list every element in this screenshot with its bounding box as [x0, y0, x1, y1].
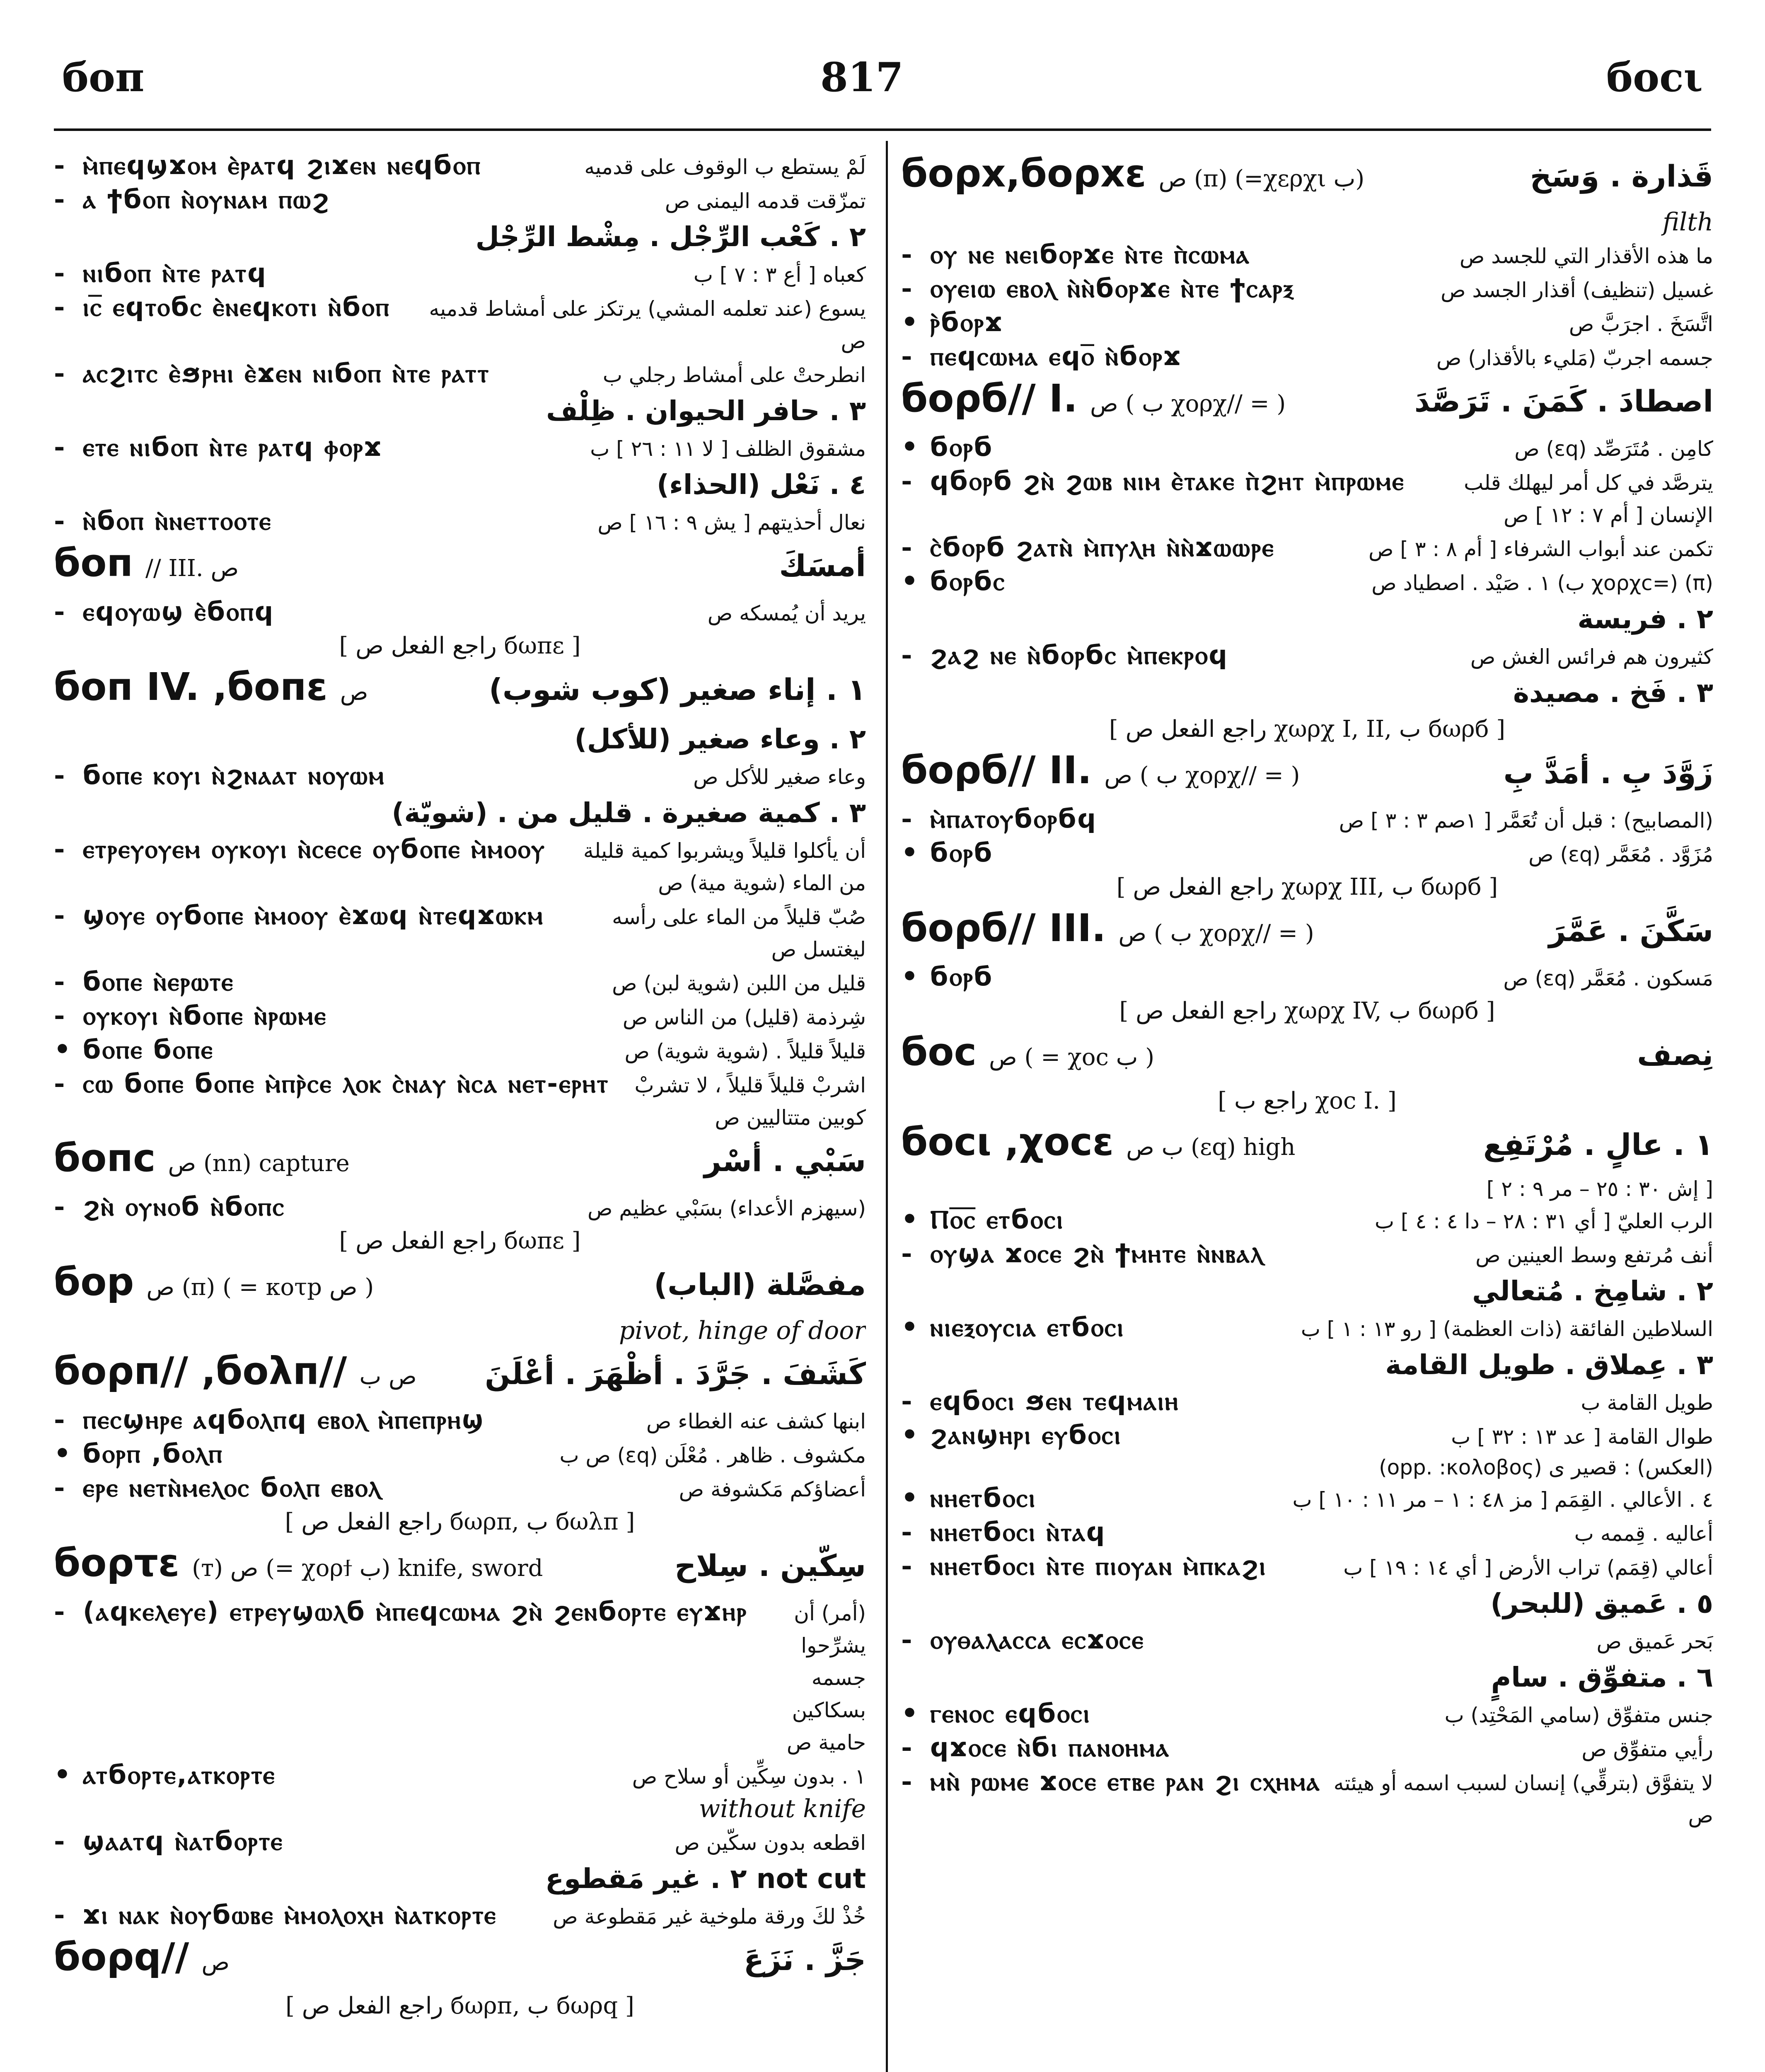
coptic-text: ⲁⲧбⲟⲣⲧⲉ,ⲁⲧⲕⲟⲣⲧⲉ: [83, 1760, 276, 1790]
arabic-translation: رأيي متفوِّق ص: [1581, 1737, 1713, 1761]
coptic-text: ⲁⲥϩⲓⲧⲥ ⲉ̀ϧⲣⲏⲓ ⲉ̀ϫⲉⲛ ⲛⲓбⲟⲡ ⲛ̀ⲧⲉ ⲣⲁⲧⲧ: [83, 358, 490, 388]
coptic-text: ⲣ̀бⲟⲣϫ: [930, 307, 1003, 337]
example-line: [901, 803, 1713, 837]
headword-entry: [901, 1118, 1713, 1172]
example-line: [901, 1516, 1713, 1550]
example-line: [901, 1385, 1713, 1419]
grammar-marks: ص ( ب χορχ// = ): [1104, 762, 1300, 789]
cross-reference: [ راجع الفعل ص бωπε ]: [339, 1227, 581, 1254]
coptic-text: бⲟⲡⲉ ⲕⲟⲩⲓ ⲛ̀ϩⲛⲁⲁⲧ ⲛⲟⲩⲱⲙ: [83, 760, 385, 790]
page-number: 817: [820, 54, 904, 101]
example-line: [901, 837, 1713, 871]
example-line: [901, 1697, 1713, 1731]
example-line: [54, 1404, 866, 1438]
arabic-translation: أن يأكلوا قليلاً ويشربوا كمية قليلة من الماء (شوية مية) ص: [583, 839, 866, 895]
example-line: [901, 1550, 1713, 1584]
arabic-translation: يترصَّد في كل أمر ليهلك قلب الإنسان [ أم ٧ : ١٢ ] ص: [1464, 471, 1713, 527]
headword-entry: [54, 663, 866, 717]
arabic-translation: (π) (=χορχс ب) ١ . صَيْد . اصطياد ص: [1371, 571, 1713, 595]
example-line: [54, 1595, 866, 1759]
headword-entry: [54, 1933, 866, 1987]
example-marker: -: [901, 1238, 912, 1269]
cross-reference: [ راجع الفعل ص бωρп, ب бωρq ]: [285, 1992, 634, 2019]
example-marker: •: [901, 837, 918, 868]
example-marker: -: [901, 1766, 912, 1797]
headword: бορб// III.: [901, 906, 1106, 950]
arabic-translation: مكشوف . ظاهر . مُعْلَن (εq) ص ب: [559, 1443, 866, 1467]
arabic-translation: طوال القامة [ عد ١٣ : ٣٢ ] ب: [1451, 1425, 1713, 1449]
example-marker: -: [54, 291, 65, 322]
example-line: [901, 1237, 1713, 1271]
arabic-translation: أعاليه . قِممه ب: [1574, 1522, 1713, 1546]
headword: бορq//: [54, 1935, 189, 1979]
headword-translation: قَذارة . وَسَخ: [1530, 159, 1713, 194]
headword: бορб// II.: [901, 748, 1092, 792]
arabic-translation: تمزّقت قدمه اليمنى ص: [665, 189, 866, 213]
arabic-translation: صُبّ قليلاً من الماء على رأسه ليغتسل ص: [612, 905, 866, 961]
grammar-marks: ص: [201, 1949, 230, 1976]
grammar-marks: ص ( ب χορχ// = ): [1090, 390, 1286, 417]
headword-translation: ١ . إناء صغير (كوب شوب): [488, 672, 866, 707]
cross-reference: [ راجع ب χοс I. ]: [1218, 1087, 1397, 1114]
example-marker: -: [901, 1516, 912, 1547]
example-line: [54, 966, 866, 1000]
example-line: [901, 1203, 1713, 1237]
example-marker: •: [54, 1034, 71, 1065]
headword-entry: [901, 746, 1713, 800]
example-line: [54, 1899, 866, 1933]
example-marker: •: [901, 1482, 918, 1513]
example-marker: -: [901, 465, 912, 496]
arabic-translation: بَحر عَميق ص: [1596, 1629, 1713, 1653]
coptic-text: ⲟⲩϣⲁ ϫⲟⲥⲉ ϩⲛ̀ ϯⲙⲏⲧⲉ ⲛ̀ⲛⲃⲁⲗ: [930, 1238, 1264, 1268]
coptic-text: ⲛⲏⲉⲧбⲟⲥⲓ ⲛ̀ⲧⲉ ⲡⲓⲟⲩⲁⲛ ⲙ̀ⲡⲕⲁϩⲓ: [930, 1551, 1267, 1581]
example-line: [901, 465, 1713, 531]
example-marker: -: [901, 239, 912, 270]
grammar-marks: ص (nn) capture: [168, 1150, 350, 1177]
example-line: [54, 149, 866, 183]
coptic-text: ⲉⲧⲉ ⲛⲓбⲟⲡ ⲛ̀ⲧⲉ ⲣⲁⲧϥ ⲫⲟⲣϫ: [83, 432, 383, 462]
sense-heading: ٦ . متفوِّق . سامٍ: [1491, 1661, 1713, 1693]
example-marker: -: [54, 1899, 65, 1930]
example-line: [54, 1825, 866, 1859]
arabic-translation: قليل من اللبن (شوية لبن) ص: [612, 971, 866, 995]
headword: бοсι ,χοсε: [901, 1120, 1114, 1164]
example-marker: •: [901, 307, 918, 338]
headword-translation: كَشَفَ . جَرَّدَ . أظْهَرَ . أعْلَنَ: [485, 1356, 866, 1391]
example-marker: -: [901, 273, 912, 304]
arabic-translation: أعضاؤكم مَكشوفة ص: [679, 1477, 866, 1501]
arabic-translation: (المصابيح) : قبل أن تُعَمَّر [ ١صم ٣ : ٣ ] ص: [1339, 808, 1713, 833]
coptic-text: ⲡⲉϥⲥⲱⲙⲁ ⲉϥⲟ̅ ⲛ̀бⲟⲣϫ: [930, 341, 1182, 371]
example-line: [54, 431, 866, 465]
arabic-translation: ١ . بدون سِكِّين أو سلاح ص: [632, 1765, 866, 1789]
example-marker: -: [901, 1550, 912, 1581]
arabic-translation: مشقوق الظلف [ لا ١١ : ٢٦ ] ب: [590, 437, 866, 461]
example-line: [901, 306, 1713, 340]
coptic-text: ⲥ̀бⲟⲣб ϩⲁⲧⲛ̀ ⲙ̀ⲡⲩⲗⲏ ⲛ̀ⲛ̀ϫⲱⲱⲣⲉ: [930, 532, 1275, 562]
cross-reference: [ راجع الفعل ص χωρχ I, II, ب бωρб ]: [1109, 716, 1506, 743]
headword-entry: [54, 539, 866, 593]
headword-entry: [901, 904, 1713, 958]
arabic-translation: (أمر) أن يشرِّحوا جسمه بسكاكين حامية ص: [786, 1601, 866, 1755]
coptic-text: ⲡⲉⲥϣⲏⲣⲉ ⲁϥбⲟⲗⲡϥ ⲉⲃⲟⲗ ⲙ̀ⲡⲉⲡⲣⲏϣ: [83, 1404, 485, 1435]
example-marker: •: [901, 1419, 918, 1450]
example-marker: -: [901, 1732, 912, 1763]
column-divider: [886, 141, 888, 2072]
headword-translation: زَوَّدَ بِ . أمَدَّ بِ: [1503, 755, 1713, 790]
headword-translation: أمسَكَ: [779, 548, 866, 583]
example-marker: -: [54, 184, 65, 215]
example-marker: •: [901, 961, 918, 992]
example-line: [901, 431, 1713, 465]
example-marker: •: [901, 1204, 918, 1235]
headword: бορб// I.: [901, 376, 1078, 421]
cross-reference: [ راجع الفعل ص χωρχ IV, ب бωρб ]: [1119, 997, 1495, 1024]
example-marker: -: [54, 1825, 65, 1857]
arabic-translation: جنس متفوِّق (سامي المَحْتِد) ب: [1444, 1703, 1713, 1727]
coptic-text: ⲙ̀ⲡⲉϥϣϫⲟⲙ ⲉ̀ⲣⲁⲧϥ ϩⲓϫⲉⲛ ⲛⲉϥбⲟⲡ: [83, 150, 482, 180]
sense-heading: ٢ . كَعْب الرِّجْل . مِشْط الرِّجْل: [475, 221, 866, 253]
coptic-text: ⲟⲩ ⲛⲉ ⲛⲉⲓбⲟⲣϫⲉ ⲛ̀ⲧⲉ ⲡ̀ⲥⲱⲙⲁ: [930, 239, 1250, 269]
sense-heading: ٣ . كمية صغيرة . قليل من . (شويّة): [392, 797, 866, 829]
example-marker: -: [54, 760, 65, 791]
example-line: [901, 238, 1713, 272]
arabic-translation: السلاطين الفائقة (ذات العظمة) [ رو ١٣ : ١ ] ب: [1301, 1317, 1713, 1341]
grammar-marks: ص (π) ( = κοτр ص ): [146, 1274, 374, 1301]
example-line: [54, 1000, 866, 1034]
example-marker: -: [54, 900, 65, 931]
coptic-text: бⲟⲣб: [930, 961, 994, 992]
arabic-translation: غسيل (تنظيف) أقذار الجسد ص: [1441, 278, 1713, 302]
example-line: [901, 1419, 1713, 1453]
coptic-text: ϫⲓ ⲛⲁⲕ ⲛ̀ⲟⲩбⲱⲃⲉ ⲙ̀ⲙⲟⲗⲟⲭⲏ ⲛ̀ⲁⲧⲕⲟⲣⲧⲉ: [83, 1900, 497, 1930]
headword-translation: ١ . عالٍ . مُرْتَفِع: [1483, 1127, 1713, 1162]
coptic-text: Ⲡⲟ̅ⲥ̅ ⲉⲧбⲟⲥⲓ: [930, 1204, 1064, 1234]
headword-entry: [901, 1028, 1713, 1082]
coptic-text: ⲅⲉⲛⲟⲥ ⲉϥбⲟⲥⲓ: [930, 1698, 1091, 1728]
coptic-text: ϥϫⲟⲥⲉ ⲛ̀бⲓ ⲡⲁⲛⲟⲏⲙⲁ: [930, 1732, 1170, 1762]
headword-translation: نِصف: [1637, 1037, 1713, 1072]
example-line: [54, 1472, 866, 1506]
arabic-translation: لا يتفوَّق (بترقِّي) إنسان لسبب اسمه أو هيئته ص: [1333, 1771, 1713, 1828]
example-marker: -: [54, 150, 65, 181]
coptic-text: ⲛⲏⲉⲧбⲟⲥⲓ: [930, 1483, 1036, 1513]
example-line: [54, 1034, 866, 1067]
grammar-marks: ص (π) (=χερχι ب): [1158, 165, 1365, 192]
arabic-translation: شِرذمة (قليل) من الناس ص: [622, 1005, 866, 1029]
arabic-translation: انطرحتْ على أمشاط رجلي ب: [602, 363, 866, 387]
headword-translation: اصطادَ . كَمَنَ . تَرَصَّدَ: [1414, 384, 1713, 419]
coptic-text: ⲉⲧⲣⲉⲩⲟⲩⲉⲙ ⲟⲩⲕⲟⲩⲓ ⲛ̀ⲥⲉⲥⲉ ⲟⲩбⲟⲡⲉ ⲙ̀ⲙⲟⲟⲩ: [83, 834, 546, 864]
arabic-translation: أعالي (قِمَم) تراب الأرض [ أي ١٤ : ١٩ ] ب: [1343, 1556, 1713, 1580]
example-line: [54, 1191, 866, 1225]
example-line: [901, 1731, 1713, 1765]
headword: бοп IV. ,бοпε: [54, 665, 328, 709]
sense-heading: ٣ . عِملاق . طويل القامة: [1385, 1349, 1713, 1381]
headword-entry: [54, 1258, 866, 1312]
headword-entry: [54, 1347, 866, 1401]
coptic-text: ⲛⲓⲉⲝⲟⲩⲥⲓⲁ ⲉⲧбⲟⲥⲓ: [930, 1312, 1125, 1342]
coptic-text: ⲟⲩⲑⲁⲗⲁⲥⲥⲁ ⲉⲥϫⲟⲥⲉ: [930, 1624, 1145, 1655]
cross-reference: [ راجع الفعل ص χωρχ III, ب бωρб ]: [1116, 874, 1498, 900]
coptic-text: ⲛⲏⲉⲧбⲟⲥⲓ ⲛ̀ⲧⲁϥ: [930, 1517, 1106, 1547]
example-marker: -: [901, 1624, 912, 1655]
grammar-marks: ب ص (εq) high: [1126, 1134, 1296, 1161]
arabic-translation: كعباه [ أع ٣ : ٧ ] ب: [693, 263, 866, 287]
headword: бοр: [54, 1260, 134, 1304]
arabic-translation: مَسكون . مُعَمَّر (εq) ص: [1503, 966, 1713, 990]
coptic-text: бⲟⲣб: [930, 838, 994, 868]
coptic-text: ⲛ̀бⲟⲡ ⲛ̀ⲛⲉⲧⲧⲟⲟⲧⲉ: [83, 506, 272, 536]
example-line: [54, 291, 866, 357]
coptic-text: бⲟⲣб: [930, 432, 994, 462]
example-line: [54, 833, 866, 899]
coptic-text: ⲟⲩⲕⲟⲩⲓ ⲛ̀бⲟⲡⲉ ⲛ̀ⲣⲱⲙⲉ: [83, 1000, 327, 1031]
example-line: [54, 257, 866, 291]
grammar-marks: ص ( ب χορχ// = ): [1118, 920, 1314, 947]
coptic-text: ⲛⲓбⲟⲡ ⲛ̀ⲧⲉ ⲣⲁⲧϥ: [83, 258, 267, 288]
example-marker: •: [901, 566, 918, 597]
sense-heading: ٢ . فريسة: [1577, 603, 1713, 635]
headword-translation: مفصَّلة (الباب): [654, 1267, 866, 1302]
coptic-text: бⲟⲡⲉ бⲟⲡⲉ: [83, 1034, 214, 1065]
header-rule: [54, 128, 1711, 131]
arabic-translation: يسوع (عند تعلمه المشي) يرتكز على أمشاط قدميه ص: [429, 297, 866, 353]
english-gloss: filth: [1663, 208, 1713, 237]
example-marker: -: [54, 966, 65, 997]
headword-entry: [54, 1539, 866, 1593]
coptic-text: ⲟⲩⲉⲓⲱ ⲉⲃⲟⲗ ⲛ̀ⲛ̀бⲟⲣϫⲉ ⲛ̀ⲧⲉ ϯⲥⲁⲣⲝ: [930, 273, 1295, 303]
example-marker: •: [54, 1438, 71, 1469]
sense-heading: ٥ . عَميق (للبحر): [1490, 1588, 1713, 1619]
sense-heading: ٣ . فَخ . مصيدة: [1513, 677, 1713, 709]
example-marker: -: [54, 596, 65, 627]
arabic-translation: لَمْ يستطع ب الوقوف على قدميه: [584, 155, 866, 179]
arabic-translation: اقطعه بدون سكّين ص: [675, 1831, 866, 1855]
coptic-text: ⲉϥбⲟⲥⲓ ϧⲉⲛ ⲧⲉϥⲙⲁⲓⲏ: [930, 1386, 1180, 1416]
grammar-marks: (т) ص (= χορϯ ب) knife, sword: [192, 1555, 543, 1582]
headword-translation: سَبْي . أسْر: [704, 1143, 866, 1178]
arabic-translation: كثيرون هم فرائس الغش ص: [1470, 645, 1713, 669]
example-line: [54, 595, 866, 629]
headword: бορп// ,бολп//: [54, 1349, 347, 1393]
example-line: [901, 961, 1713, 995]
headword: бορх,бορхε: [901, 151, 1146, 196]
headword: бορτε: [54, 1541, 180, 1585]
grammar-marks: ص ب: [359, 1363, 417, 1390]
example-line: [901, 1624, 1713, 1658]
page-header: [0, 0, 1765, 124]
example-marker: -: [54, 1191, 65, 1222]
example-line: [901, 272, 1713, 306]
arabic-translation: ابنها كشف عنه الغطاء ص: [646, 1409, 866, 1433]
sense-heading: ٤ . نَعْل (الحذاء): [656, 469, 866, 501]
arabic-translation: خُذْ لكَ ورقة ملوخية غير مَقطوعة ص: [553, 1905, 866, 1929]
example-line: [901, 1765, 1713, 1832]
english-gloss: pivot, hinge of door: [619, 1316, 866, 1345]
example-marker: •: [901, 1312, 918, 1343]
arabic-translation: وعاء صغير للأكل ص: [693, 765, 866, 789]
example-marker: -: [54, 505, 65, 536]
example-line: [54, 1067, 866, 1134]
coptic-text: ϥбⲟⲣб ϩⲛ̀ ϩⲱⲃ ⲛⲓⲙ ⲉ̀ⲧⲁⲕⲉ ⲡ̀ϩⲏⲧ ⲙ̀ⲡⲣⲱⲙⲉ: [930, 466, 1405, 496]
headword: бοп: [54, 541, 133, 585]
cross-reference: [ راجع الفعل ص бωπε ]: [339, 632, 581, 659]
arabic-translation: جسمه اجربّ (مَليء بالأقذار) ص: [1436, 346, 1713, 370]
coptic-text: ϣⲁⲁⲧϥ ⲛ̀ⲁⲧбⲟⲣⲧⲉ: [83, 1826, 283, 1856]
example-line: [901, 340, 1713, 374]
coptic-text: ϩⲁⲛϣⲏⲣⲓ ⲉⲩбⲟⲥⲓ: [930, 1420, 1122, 1450]
example-line: [54, 1759, 866, 1793]
coptic-text: ⲉϥⲟⲩⲱϣ ⲉ̀бⲟⲡϥ: [83, 596, 275, 627]
example-marker: •: [901, 431, 918, 462]
running-head-right: бοсι: [1606, 54, 1703, 101]
sense-heading: not cut ٢ . غير مَقطوع: [545, 1863, 866, 1895]
english-gloss: without knife: [699, 1794, 866, 1823]
arabic-translation: اتَّسَخَ . اجرَبَّ ص: [1569, 312, 1713, 336]
cross-reference: [ راجع الفعل ص бωρπ, ب бωλπ ]: [285, 1508, 635, 1535]
headword: бοпс: [54, 1136, 156, 1180]
sense-heading: ٢ . شامِخ . مُتعالي: [1472, 1275, 1713, 1307]
arabic-translation: كامِن . مُتَرَصِّد (εq) ص: [1514, 437, 1713, 461]
example-line: [54, 1438, 866, 1472]
example-marker: -: [901, 1385, 912, 1416]
arabic-translation: مُزَوَّد . مُعَمَّر (εq) ص: [1528, 842, 1713, 867]
coptic-text: ⲁ ϯбⲟⲡ ⲛ̀ⲟⲩⲛⲁⲙ ⲡⲱϩ: [83, 184, 330, 214]
headword-translation: سِكّين . سِلاح: [675, 1548, 866, 1583]
grammar-marks: ص ( = χοс ب ): [989, 1044, 1155, 1071]
coptic-text: бⲟⲣбⲥ: [930, 566, 1006, 596]
example-marker: -: [901, 532, 912, 563]
example-line: [54, 899, 866, 966]
running-head-left: бοп: [62, 54, 145, 101]
example-line: [901, 639, 1713, 673]
arabic-translation: قليلاً قليلاً . (شوية شوية) ص: [624, 1039, 866, 1063]
arabic-translation: يريد أن يُمسكه ص: [707, 601, 866, 625]
example-marker: -: [54, 1068, 65, 1099]
example-marker: -: [901, 341, 912, 372]
example-marker: -: [54, 1596, 65, 1627]
headword-entry: [901, 149, 1713, 203]
arabic-translation: ما هذه الأقذار التي للجسد ص: [1459, 244, 1713, 268]
example-line: [901, 1311, 1713, 1345]
arabic-translation: تكمن عند أبواب الشرفاء [ أم ٨ : ٣ ] ص: [1368, 537, 1713, 561]
coptic-text: ⲉⲣⲉ ⲛⲉⲧⲛ̀ⲙⲉⲗⲟⲥ бⲟⲗⲡ ⲉⲃⲟⲗ: [83, 1472, 382, 1503]
example-line: [54, 759, 866, 793]
example-marker: -: [54, 1000, 65, 1031]
coptic-text: бⲟⲣⲡ ,бⲟⲗⲡ: [83, 1438, 223, 1469]
arabic-translation: ٤ . الأعالي . القِمَم [ مز ٤٨ : ١ – مر ١١ : ١٠ ] ب: [1292, 1488, 1713, 1512]
grammar-marks: // III. ص: [145, 555, 239, 582]
coptic-text: бⲟⲡⲉ ⲛ̀ⲉⲣⲱⲧⲉ: [83, 966, 235, 997]
example-line: [54, 505, 866, 539]
headword-translation: جَزَّ . نَزَعَ: [743, 1942, 866, 1977]
coptic-text: ϩⲁϩ ⲛⲉ ⲛ̀бⲟⲣбⲥ ⲙ̀ⲡⲉⲕⲣⲟϥ: [930, 640, 1228, 670]
sense-heading: ٣ . حافر الحيوان . ظِلْف: [546, 395, 866, 427]
translation-line: (العكس) : قصير ى (opp. :κολοβος): [1379, 1455, 1713, 1479]
example-line: [54, 357, 866, 391]
coptic-text: ⲙⲛ̀ ⲣⲱⲙⲉ ϫⲟⲥⲉ ⲉⲧⲃⲉ ⲣⲁⲛ ϩⲓ ⲥⲭⲏⲙⲁ: [930, 1766, 1321, 1796]
example-marker: -: [901, 803, 912, 834]
coptic-text: ϩⲛ̀ ⲟⲩⲛⲟб ⲛ̀бⲟⲡⲥ: [83, 1191, 285, 1222]
coptic-text: (ⲁϥⲕⲉⲗⲉⲩⲉ) ⲉⲧⲣⲉⲩϣⲱⲗб ⲙ̀ⲡⲉϥⲥⲱⲙⲁ ϩⲛ̀ ϩⲉⲛбⲟⲣⲧⲉ ⲉⲩϫⲏⲣ: [83, 1596, 748, 1627]
coptic-text: ⲥⲱ бⲟⲡⲉ бⲟⲡⲉ ⲙ̀ⲡⲣ̀ⲥⲉ ⲗⲟⲕ ⲥ̀ⲛⲁⲩ ⲛ̀ⲥⲁ ⲛⲉⲧ-ⲉⲣⲏⲧ: [83, 1068, 609, 1099]
example-marker: -: [54, 358, 65, 389]
translation-line: [ إش ٣٠ : ٢٥ – مر ٩ : ٢ ]: [1486, 1177, 1713, 1201]
headword-translation: سَكَّنَ . عَمَّرَ: [1548, 913, 1713, 948]
left-column: [54, 149, 866, 2072]
example-marker: •: [901, 1698, 918, 1729]
coptic-text: ⲙ̀ⲡⲁⲧⲟⲩбⲟⲣбϥ: [930, 804, 1097, 834]
example-marker: -: [54, 1472, 65, 1503]
arabic-translation: نعال أحذيتهم [ يش ٩ : ١٦ ] ص: [597, 511, 866, 535]
example-line: [54, 183, 866, 217]
arabic-translation: أنف مُرتفع وسط العينين ص: [1475, 1243, 1713, 1267]
arabic-translation: طويل القامة ب: [1581, 1391, 1713, 1415]
headword-entry: [54, 1134, 866, 1188]
sense-heading: ٢ . وعاء صغير (للأكل): [574, 723, 866, 755]
headword-entry: [901, 374, 1713, 428]
example-line: [901, 565, 1713, 599]
example-marker: -: [54, 833, 65, 864]
example-marker: -: [54, 431, 65, 462]
example-line: [901, 1482, 1713, 1516]
coptic-text: ϣⲟⲩⲉ ⲟⲩбⲟⲡⲉ ⲙ̀ⲙⲟⲟⲩ ⲉ̀ϫⲱϥ ⲛ̀ⲧⲉϥϫⲱⲕⲙ: [83, 900, 544, 930]
example-marker: •: [54, 1759, 71, 1790]
arabic-translation: (سيهزم الأعداء) بسَبْي عظيم ص: [588, 1196, 866, 1220]
right-column: [901, 149, 1713, 2072]
headword: бοс: [901, 1030, 977, 1074]
arabic-translation: اشربْ قليلاً قليلاً ، لا تشربْ كوبين متتاليين ص: [634, 1073, 866, 1130]
coptic-text: ⲓⲥ̅ ⲉϥⲧⲟбⲥ ⲉ̀ⲛⲉϥⲕⲟⲧⲓ ⲛ̀бⲟⲡ: [83, 292, 390, 322]
example-marker: -: [901, 639, 912, 670]
example-marker: -: [54, 257, 65, 288]
arabic-translation: الرب العليّ [ أي ٣١ : ٢٨ – دا ٤ : ٤ ] ب: [1374, 1209, 1713, 1233]
grammar-marks: ص: [340, 679, 368, 706]
example-line: [901, 531, 1713, 565]
example-marker: -: [54, 1404, 65, 1435]
